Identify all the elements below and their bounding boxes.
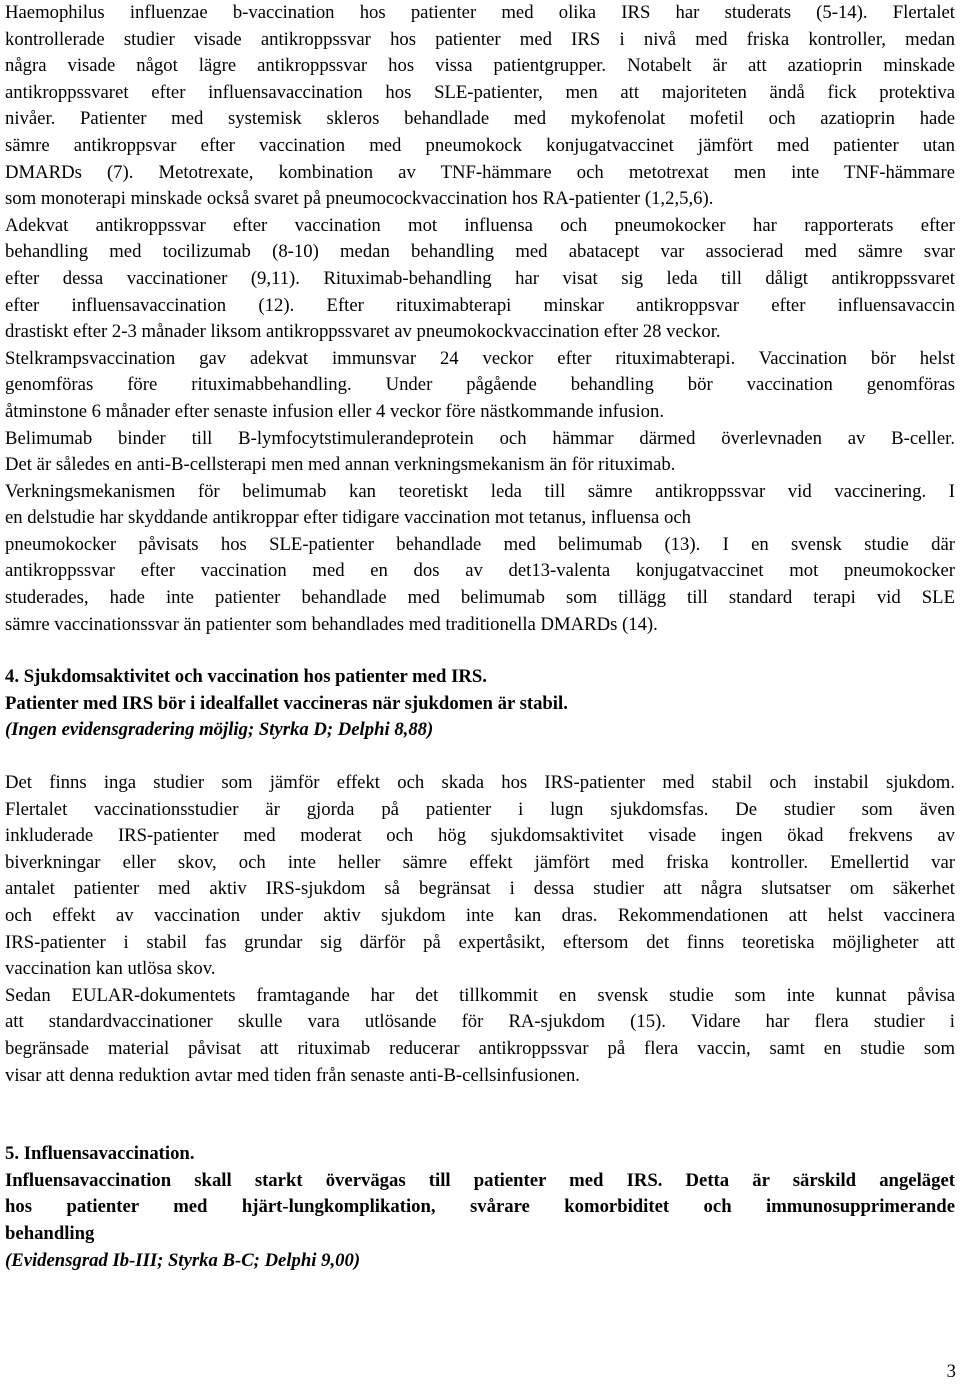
text-line: Det är således en anti-B-cellsterapi men med annan verkningsmekanism än för rituximab. xyxy=(5,454,676,476)
text-line: Sedan EULAR-dokumentets framtagande har det tillkommit en svensk studie som inte kunnat påvisa xyxy=(5,984,955,1006)
text-line: behandling med tocilizumab (8-10) medan behandling med abatacept var associerad med sämre svar xyxy=(5,241,955,263)
text-line: vaccination kan utlösa skov. xyxy=(5,958,216,980)
text-line: kontrollerade studier visade antikroppssvar hos patienter med IRS i nivå med friska kontroller, medan xyxy=(5,28,955,50)
text-line: DMARDs (7). Metotrexate, kombination av TNF-hämmare och metotrexat men inte TNF-hämmare xyxy=(5,161,955,183)
recommendation-line: Influensavaccination skall starkt övervägas till patienter med IRS. Detta är särskild angeläget xyxy=(5,1169,955,1191)
text-line: nivåer. Patienter med systemisk skleros behandlade med mykofenolat mofetil och azatioprin hade xyxy=(5,108,955,130)
text-line: antalet patienter med aktiv IRS-sjukdom så begränsat i dessa studier att några slutsatser om säkerhet xyxy=(5,878,955,900)
paragraph-gap xyxy=(5,744,955,770)
text-line: Det finns inga studier som jämför effekt och skada hos IRS-patienter med stabil och instabil sjukdom. xyxy=(5,772,955,794)
intro-paragraph xyxy=(5,0,955,638)
text-line: Stelkrampsvaccination gav adekvat immunsvar 24 veckor efter rituximabterapi. Vaccination bör helst xyxy=(5,347,955,369)
text-line: genomföras före rituximabbehandling. Under pågående behandling bör vaccination genomföras xyxy=(5,374,955,396)
text-line: Adekvat antikroppssvar efter vaccination mot influensa och pneumokocker har rapporterats efter xyxy=(5,214,955,236)
evidence-grade: (Ingen evidensgradering möjlig; Styrka D; Delphi 8,88) xyxy=(5,719,434,741)
text-line: sämre antikroppsvar efter vaccination med pneumokock konjugatvaccinet jämfört med patienter utan xyxy=(5,134,955,156)
text-line: och effekt av vaccination under aktiv sjukdom inte kan dras. Rekommendationen att helst vaccinera xyxy=(5,905,955,926)
recommendation: Patienter med IRS bör i idealfallet vaccineras när sjukdomen är stabil. xyxy=(5,692,568,714)
text-line: Belimumab binder till B-lymfocytstimulerandeprotein och hämmar därmed överlevnaden av B-celler. xyxy=(5,427,955,449)
text-line: att standardvaccinationer skulle vara utlösande för RA-sjukdom (15). Vidare har flera studier i xyxy=(5,1011,955,1033)
text-line: drastiskt efter 2-3 månader liksom antikroppssvaret av pneumokockvaccination efter 28 veckor. xyxy=(5,321,721,343)
text-line: Flertalet vaccinationsstudier är gjorda på patienter i lugn sjukdomsfas. De studier som även xyxy=(5,798,955,820)
text-line: sämre vaccinationssvar än patienter som behandlades med traditionella DMARDs (14). xyxy=(5,613,658,635)
text-line: efter influensavaccination (12). Efter rituximabterapi minskar antikroppsvar efter influensavaccin xyxy=(5,294,955,316)
section-5 xyxy=(5,1141,955,1274)
section-heading: 4. Sjukdomsaktivitet och vaccination hos patienter med IRS. xyxy=(5,666,487,688)
text-line: antikroppssvaret efter influensavaccination hos SLE-patienter, men att majoriteten ändå fick protektiva xyxy=(5,81,955,103)
page-number: 3 xyxy=(946,1361,956,1382)
section-4 xyxy=(5,664,955,1089)
text-line: inkluderade IRS-patienter med moderat och hög sjukdomsaktivitet visade ingen ökad frekvens av xyxy=(5,825,955,847)
text-line: som monoterapi minskade också svaret på pneumocockvaccination hos RA-patienter (1,2,5,6). xyxy=(5,188,714,210)
text-line: visar att denna reduktion avtar med tiden från senaste anti-B-cellsinfusionen. xyxy=(5,1064,580,1086)
text-line: Haemophilus influenzae b-vaccination hos patienter med olika IRS har studerats (5-14). Flertalet xyxy=(5,2,955,23)
text-line: pneumokocker påvisats hos SLE-patienter behandlade med belimumab (13). I en svensk studie där xyxy=(5,533,955,555)
text-line: några visade något lägre antikroppssvar hos vissa patientgrupper. Notabelt är att azatioprin minskade xyxy=(5,55,955,77)
text-line: begränsade material påvisat att rituximab reducerar antikroppssvar på flera vaccin, samt en studie som xyxy=(5,1037,955,1059)
recommendation-line: behandling xyxy=(5,1222,95,1244)
text-line: Verkningsmekanismen för belimumab kan teoretiskt leda till sämre antikroppssvar vid vaccinering. I xyxy=(5,480,955,502)
text-line: åtminstone 6 månader efter senaste infusion eller 4 veckor före nästkommande infusion. xyxy=(5,400,665,422)
text-line: en delstudie har skyddande antikroppar efter tidigare vaccination mot tetanus, influensa och xyxy=(5,507,692,529)
text-line: studerades, hade inte patienter behandlade med belimumab som tillägg till standard terapi vid SLE xyxy=(5,587,955,609)
evidence-grade: (Evidensgrad Ib-III; Styrka B-C; Delphi 9,00) xyxy=(5,1249,361,1271)
text-line: IRS-patienter i stabil fas grundar sig därför på expertåsikt, eftersom det finns teoretiska möjligheter att xyxy=(5,931,955,953)
section-gap xyxy=(5,1089,955,1141)
text-line: biverkningar eller skov, och inte heller sämre effekt jämfört med friska kontroller. Emellertid var xyxy=(5,851,955,873)
text-line: efter dessa vaccinationer (9,11). Rituximab-behandling har visat sig leda till dåligt antikroppssvaret xyxy=(5,267,955,289)
document-page xyxy=(5,0,955,1274)
section-heading: 5. Influensavaccination. xyxy=(5,1143,195,1165)
paragraph-gap xyxy=(5,638,955,664)
recommendation-line: hos patienter med hjärt-lungkomplikation, svårare komorbiditet och immunosupprimerande xyxy=(5,1196,955,1218)
text-line: antikroppssvar efter vaccination med en dos av det13-valenta konjugatvaccinet mot pneumokocker xyxy=(5,560,955,582)
